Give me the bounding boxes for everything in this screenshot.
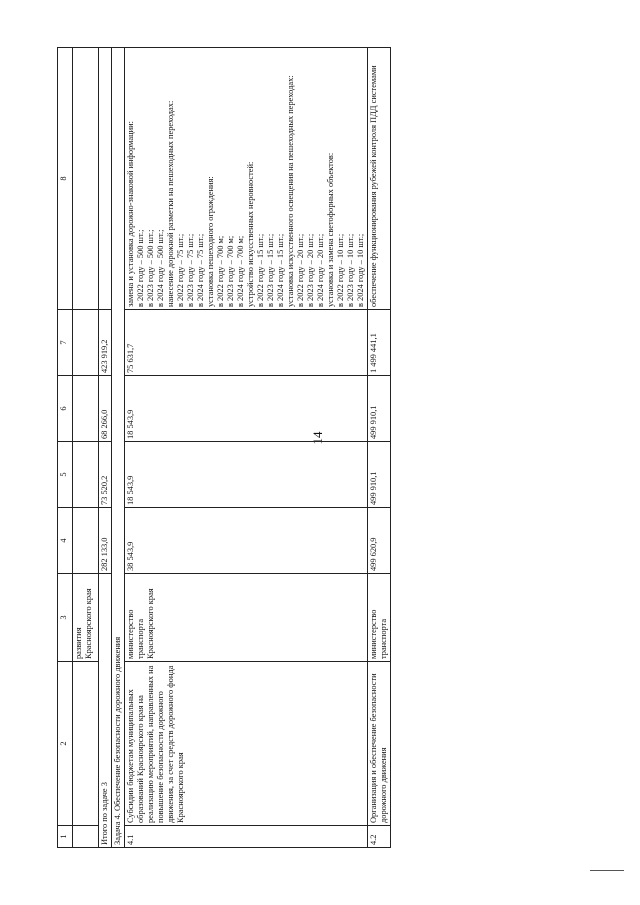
table-row-continuation (73, 48, 99, 848)
result-line: в 2022 году – 10 шт.; (336, 233, 345, 307)
result-line: нанесение дорожной разметки на пешеходных переходах: (166, 100, 175, 307)
table-row-4-2 (368, 48, 391, 848)
row-col6: 499 910,1 (368, 376, 391, 442)
table-row-4-1 (125, 48, 368, 848)
row-agency: министерство транспорта (368, 574, 391, 662)
row-col4: 499 620,9 (368, 508, 391, 574)
row-number: 4.2 (368, 826, 391, 848)
result-line: в 2024 году – 700 м; (236, 235, 245, 307)
header-row (58, 48, 73, 848)
result-line: в 2023 году – 20 шт.; (306, 233, 315, 307)
result-line: установка искусственного освещения на пешеходных переходах: (286, 75, 295, 307)
row-number: 4.1 (125, 826, 368, 848)
header-col-7: 7 (58, 310, 73, 376)
header-col-5: 5 (58, 442, 73, 508)
row-col5: 499 910,1 (368, 442, 391, 508)
row-result: обеспечение функционирования рубежей контроля ПДД системами (368, 48, 391, 310)
row-col7: 1 499 441,1 (368, 310, 391, 376)
result-line: в 2024 году – 20 шт.; (316, 233, 325, 307)
result-line: в 2023 году – 500 шт.; (146, 229, 155, 307)
row-col6: 18 543,9 (125, 376, 368, 442)
result-line: в 2022 году – 15 шт.; (256, 233, 265, 307)
result-line: в 2022 году – 500 шт.; (136, 229, 145, 307)
result-line: в 2022 году – 75 шт.; (176, 233, 185, 307)
task4-label: Задача 4. Обеспечение безопасности дорожного движения (112, 48, 125, 848)
result-line: в 2024 году – 75 шт.; (196, 233, 205, 307)
row-col5: 18 543,9 (125, 442, 368, 508)
rotated-table-container (57, 48, 557, 848)
row-agency: министерство транспорта Красноярского края (125, 574, 368, 662)
result-line: в 2024 году – 500 шт.; (156, 229, 165, 307)
row-col4: 38 543,9 (125, 508, 368, 574)
row-result (125, 48, 368, 310)
scan-mark (590, 870, 624, 871)
row-name: Субсидии бюджетам муниципальных образований Красноярского края на реализацию мероприятий, направленных на повышение безопасности дорожного движения, за счет средств дорожного фонда Красноярского края (125, 662, 368, 826)
table-row-task4-header (112, 48, 125, 848)
total-label: Итого по задаче 3 (99, 574, 112, 848)
result-line: установка и замена светофорных объектов: (326, 152, 335, 307)
total-col5: 73 520,2 (99, 442, 112, 508)
result-line: в 2023 году – 15 шт.; (266, 233, 275, 307)
result-line: замена и установка дорожно-знаковой информации: (126, 121, 135, 307)
header-col-6: 6 (58, 376, 73, 442)
result-line: устройство искусственных неровностей: (246, 161, 255, 307)
total-col6: 68 266,0 (99, 376, 112, 442)
page-number: 14 (310, 431, 325, 445)
cell-agency: развития Красноярского края (73, 574, 99, 662)
row-col7: 75 631,7 (125, 310, 368, 376)
result-line: в 2024 году – 15 шт.; (276, 233, 285, 307)
row-name: Организация и обеспечение безопасности дорожного движения (368, 662, 391, 826)
header-col-4: 4 (58, 508, 73, 574)
header-col-8: 8 (58, 48, 73, 310)
result-line: в 2022 году – 700 м; (216, 235, 225, 307)
result-line: в 2023 году – 700 м; (226, 235, 235, 307)
result-line: в 2023 году – 75 шт.; (186, 233, 195, 307)
program-table (57, 47, 391, 848)
total-col4: 282 133,0 (99, 508, 112, 574)
result-line: в 2024 году – 10 шт.; (356, 233, 365, 307)
result-line: установка пешеходного ограждения: (206, 176, 215, 307)
total-col7: 423 919,2 (99, 310, 112, 376)
result-line: в 2022 году – 20 шт.; (296, 233, 305, 307)
header-col-3: 3 (58, 574, 73, 662)
table-row-total-task3 (99, 48, 112, 848)
header-col-2: 2 (58, 662, 73, 826)
header-col-1: 1 (58, 826, 73, 848)
result-line: в 2023 году – 10 шт.; (346, 233, 355, 307)
